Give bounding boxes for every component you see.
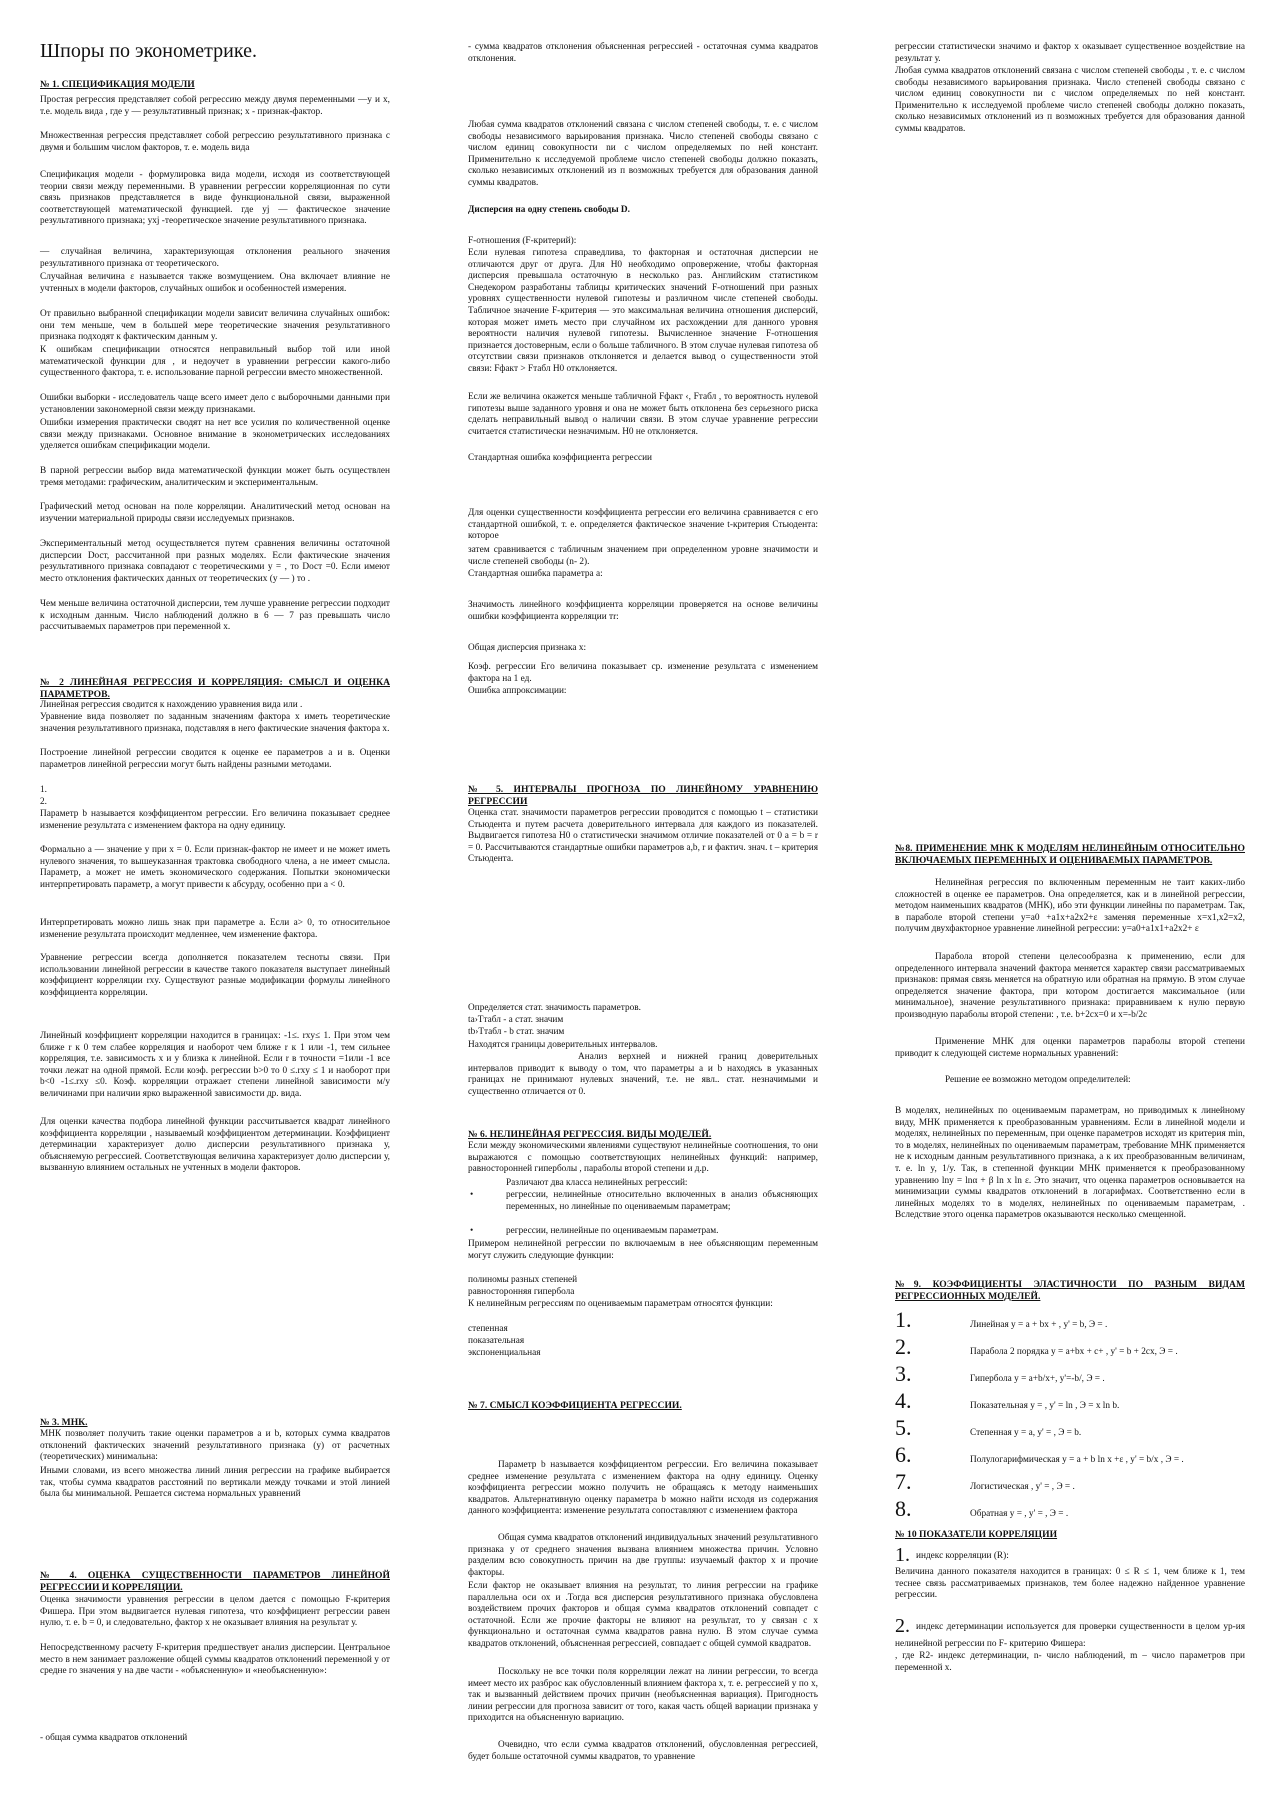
list-number: 4. [895,1388,912,1413]
paragraph: Анализ верхней и нижней границ доверительных интервалов приводит к выводу о том, что параметры a и b находясь в указанных границах не принимают нулевых значений, т.е. не явл.. стат. незначимыми и существенно отличается от 0. [468,1052,818,1097]
paragraph: затем сравнивается с табличным значением при определенном уровне значимости и числе степеней свободы (n- 2). [468,545,818,567]
list-item [895,1306,1245,1333]
list-item [895,1387,1245,1414]
paragraph: МНК позволяет получить такие оценки параметров а и b, которых сумма квадратов отклонений фактических значений результативного признака (у) от расчетных (теоретических) минимальна: [40,1429,390,1463]
paragraph: Любая сумма квадратов отклонений связана с числом степеней свободы , т. е. с числом свободы независимого варьирования признака. Число степеней свободы связано с числом единиц совокупности nи с числом определяемых по ней констант. Применительно к исследуемой проблеме число степеней свободы должно показать, сколько независимых отклонений из п возможных требуется для образования данной суммы квадратов. [895,66,1245,135]
paragraph: Формально а — значение у при х = 0. Если признак-фактор не имеет и не может иметь нулевого значения, то вышеуказанная трактовка свободного члена, а не имеет смысла. Параметр, а может не иметь экономического содержания. Попытки экономически интерпретировать параметр, а могут привести к абсурду, особенно при а < 0. [40,845,390,890]
list-number: 2. [895,1334,912,1359]
list-text: Полулогарифмическая y = a + b ln x +ε , y' = b/x , Э = . [970,1455,1184,1465]
paragraph: В моделях, нелинейных по оцениваемым параметрам, но приводимых к линейному виду, МНК применяется к преобразованным уравнениям. Если в линейной модели и моделях, нелинейных по переменным, при оценке параметров исходят из критерия min, то в моделях, нелинейных по оцениваемым параметрам, требование МНК применяется не к исходным данным результативного признака, а к их преобразованным величинам, т. е. ln y, 1/y. Так, в степенной функции МНК применяется к преобразованному уравнению lny = lnα + β ln x ln ε. Это значит, что оценка параметров основывается на минимизации суммы квадратов отклонений в логарифмах. Соответственно если в линейных моделях то в моделях, нелинейных по оцениваемым параметрам, . Вследствие этого оценка параметров оказываются несколько смещенной. [895,1106,1245,1221]
list-item [895,1414,1245,1441]
list-text: Логистическая , y' = , Э = . [970,1482,1075,1492]
paragraph: Ошибки измерения практически сводят на нет все усилия по количественной оценке связи между признаками. Основное внимание в эконометрических исследованиях уделяется ошибкам спецификации модели. [40,418,390,452]
paragraph: регрессии статистически значимо и фактор х оказывает существенное воздействие на результат у. [895,42,1245,64]
paragraph: - общая сумма квадратов отклонений [40,1733,188,1743]
section-5-heading: № 5. ИНТЕРВАЛЫ ПРОГНОЗА ПО ЛИНЕЙНОМУ УРАВНЕНИЮ РЕГРЕССИИ [468,784,818,807]
list-number: 8. [895,1496,912,1521]
paragraph: Коэф. регрессии Его величина показывает ср. изменение результата с изменением фактора на 1 ед. [468,662,818,684]
list-text: Степенная y = a, y' = , Э = b. [970,1428,1082,1438]
paragraph: Примером нелинейной регрессии по включаемым в нее объясняющим переменным могут служить следующие функции: [468,1239,818,1261]
page-title: Шпоры по эконометрике. [40,40,257,62]
list-item [895,1495,1245,1522]
paragraph: Стандартная ошибка коэффициента регрессии [468,453,653,463]
list-item: экспоненциальная [468,1348,541,1358]
paragraph [895,1543,1245,1568]
list-text: Гипербола y = a+b/x+, y'=-b/, Э = . [970,1374,1105,1384]
paragraph: Чем меньше величина остаточной дисперсии, тем лучше уравнение регрессии подходит к исходным данным. Число наблюдений должно в 6 — 7 раз превышать число рассчитываемых параметров при переменной x. [40,599,390,633]
paragraph: tb›Tтабл - b стат. значим [468,1027,565,1037]
paragraph: Для оценки качества подбора линейной функции рассчитывается квадрат линейного коэффициента корреляции , называемый коэффициентом детерминации. Коэффициент детерминации характеризует долю дисперсии результативного признака у, объясняемую регрессией. Соответствующая величина характеризует долю дисперсии у, вызванную влиянием остальных не учтенных в модели факторов. [40,1117,390,1174]
paragraph: Находятся границы доверительных интервалов. [468,1040,658,1050]
list-item [895,1468,1245,1495]
list-item [895,1360,1245,1387]
paragraph: К ошибкам спецификации относятся неправильный выбор той или иной математической функции для , и недоучет в уравнении регрессии какого-либо существенного фактора, т. е. использование парной регрессии вместо множественной. [40,345,390,379]
paragraph: Непосредственному расчету F-критерия предшествует анализ дисперсии. Центральное место в нем занимает разложение общей суммы квадратов отклонений переменной у от средне го значения у на две части - «объясненную» и «необъясненную»: [40,1643,390,1677]
list-number: 2. [40,797,47,807]
list-number: 2. [895,1615,910,1637]
list-number: 1. [895,1544,910,1566]
paragraph: Спецификация модели - формулировка вида модели, исходя из соответствующей теории связи между переменными. В уравнении регрессии корреляционная по сути связь признаков представляется в виде функциональной связи, выраженной соответствующей математической функцией. где yj — фактическое значение результативного признака; yxj -теоретическое значение результативного признака. [40,170,390,227]
paragraph: Случайная величина ε называется также возмущением. Она включает влияние не учтенных в модели факторов, случайных ошибок и особенностей измерения. [40,272,390,294]
paragraph: Поскольку не все точки поля корреляции лежат на линии регрессии, то всегда имеет место их разброс как обусловленный влиянием фактора х, т. е. регрессией у по х, так и вызванный действием прочих причин (необъясненная вариация). Пригодность линии регрессии для прогноза зависит от того, какая часть общей вариации признака у приходится на объясненную вариацию. [468,1667,818,1724]
paragraph: Определяется стат. значимость параметров. [468,1003,641,1013]
paragraph: От правильно выбранной спецификации модели зависит величина случайных ошибок: они тем меньше, чем в большей мере теоретические значения результативного признака подходят к фактическим данным y. [40,309,390,343]
paragraph: Параметр b называется коэффициентом регрессии. Его величина показывает среднее изменение результата с изменением фактора на одну единицу. Оценку коэффициента регрессии можно получить не обращаясь к методу наименьших квадратов. Альтернативную оценку параметра b можно найти исходя из содержания данного коэффициента: изменение результата сопоставляют с изменением фактора [468,1460,818,1517]
paragraph: F-отношения (F-критерий): [468,236,577,246]
paragraph [895,1614,1245,1651]
list-text: Обратная y = , y' = , Э = . [970,1509,1069,1519]
list-text: Показательная y = , y' = ln , Э = x ln b. [970,1401,1120,1411]
paragraph: В парной регрессии выбор вида математической функции может быть осуществлен тремя методами: графическим, аналитическим и экспериментальным. [40,466,390,488]
paragraph: Если фактор не оказывает влияния на результат, то линия регрессии на графике параллельна оси ох и .Тогда вся дисперсия результативного признака обусловлена воздействием прочих факторов и общая сумма квадратов отклонений совпадет с остаточной. Если же прочие факторы не влияют на результат, то у связан с х функционально и остаточная сумма квадратов равна нулю. В этом случае сумма квадратов отклонений, объясненная регрессией, совпадает с общей суммой квадратов. [468,1581,818,1650]
list-number: 1. [40,785,47,795]
section-8-heading: №8. ПРИМЕНЕНИЕ МНК К МОДЕЛЯМ НЕЛИНЕЙНЫМ ОТНОСИТЕЛЬНО ВКЛЮЧАЕМЫХ ПЕРЕМЕННЫХ И ОЦЕНИВАЕМЫХ ПАРАМЕТРОВ. [895,843,1245,866]
paragraph-text: индекс корреляции (R): [916,1551,1009,1561]
paragraph: Линейный коэффициент корреляции находится в границах: -1≤. rxy≤ 1. При этом чем ближе r к 0 тем слабее корреляция и наоборот чем ближе r к 1 или -1, тем сильнее корреляция, т.е. зависимость х и у близка к линейной. Если r в точности =1или -1 все точки лежат на одной прямой. Если коэф. регрессии b>0 то 0 ≤.rxy ≤ 1 и наоборот при b<0 -1≤.rxy ≤0. Коэф. корреляции отражает степени линейной зависимости м/у величинами при наличии ярко выраженной зависимости др. вида. [40,1031,390,1100]
section-2-heading: № 2 ЛИНЕЙНАЯ РЕГРЕССИЯ И КОРРЕЛЯЦИЯ: СМЫСЛ И ОЦЕНКА ПАРАМЕТРОВ. [40,677,390,700]
list-item [895,1441,1245,1468]
paragraph: Любая сумма квадратов отклонений связана с числом степеней свободы, т. е. с числом свободы независимого варьирования признака. Число степеней свободы связано с числом единиц совокупности nи с числом определяемых по ней констант. Применительно к исследуемой проблеме число степеней свободы должно показать, сколько независимых отклонений из п возможных требуется для образования данной суммы квадратов. [468,120,818,189]
list-text: Линейная y = a + bx + , y' = b, Э = . [970,1320,1108,1330]
paragraph: Решение ее возможно методом определителей: [945,1075,1131,1085]
paragraph: Ошибки выборки - исследователь чаще всего имеет дело с выборочными данными при установлении закономерной связи между признаками. [40,393,390,415]
paragraph: Стандартная ошибка параметра а: [468,569,603,579]
list-number: 5. [895,1415,912,1440]
paragraph: Оценка стат. значимости параметров регрессии проводится с помощью t – статистики Стьюдента и путем расчета доверительного интервала для каждого из показателей. Выдвигается гипотеза Н0 о статистически значимом отличие показателей от 0 a = b = r = 0. Рассчитываются стандартные ошибки параметров а,b, r и фактич. знач. t – критерия Стьюдента. [468,808,818,865]
paragraph: Значимость линейного коэффициента корреляции проверяется на основе величины ошибки коэффициента корреляции тr: [468,600,818,622]
paragraph: Параметр b называется коэффициентом регрессии. Его величина показывает среднее изменение результата с изменением фактора на одну единицу. [40,809,390,831]
paragraph: - сумма квадратов отклонения объясненная регрессией - остаточная сумма квадратов отклонения. [468,42,818,64]
paragraph: Если же величина окажется меньше табличной Fфакт ‹, Fтабл , то вероятность нулевой гипотезы выше заданного уровня и она не может быть отклонена без серьезного риска сделать неправильный вывод о наличии связи. В этом случае уравнение регрессии считается статистически незначимым. Н0 не отклоняется. [468,392,818,437]
list-item [895,1333,1245,1360]
list-number: 1. [895,1307,912,1332]
paragraph: Простая регрессия представляет собой регрессию между двумя переменными —y и x, т.е. модель вида , где у — результативный признак; x - признак-фактор. [40,95,390,117]
paragraph: Если между экономическими явлениями существуют нелинейные соотношения, то они выражаются с помощью соответствующих нелинейных функций: например, равносторонней гиперболы , параболы второй степени и д.р. [468,1141,818,1175]
paragraph: Построение линейной регрессии сводится к оценке ее параметров а и в. Оценки параметров линейной регрессии могут быть найдены разными методами. [40,748,390,770]
section-10-heading: № 10 ПОКАЗАТЕЛИ КОРРЕЛЯЦИИ [895,1529,1058,1540]
paragraph: Очевидно, что если сумма квадратов отклонений, обусловленная регрессией, будет больше остаточной суммы квадратов, то уравнение [468,1740,818,1762]
list-item: равносторонняя гипербола [468,1287,575,1297]
list-item: • регрессии, нелинейные по оцениваемым параметрам. [468,1226,818,1238]
paragraph: Применение МНК для оценки параметров параболы второй степени приводит к следующей системе нормальных уравнений: [895,1037,1245,1059]
section-4-heading: № 4. ОЦЕНКА СУЩЕСТВЕННОСТИ ПАРАМЕТРОВ ЛИНЕЙНОЙ РЕГРЕССИИ И КОРРЕЛЯЦИИ. [40,1570,390,1593]
paragraph: Дисперсия на одну степень свободы D. [468,205,630,215]
paragraph: Уравнение регрессии всегда дополняется показателем тесноты связи. При использовании линейной регрессии в качестве такого показателя выступает линейный коэффициент корреляции rxy. Существуют разные модификации формулы линейного коэффициента корреляции. [40,953,390,998]
list-item: степенная [468,1324,508,1334]
paragraph: Уравнение вида позволяет по заданным значениям фактора x иметь теоретические значения результативного признака, подставляя в него фактические значения фактора x. [40,712,390,734]
list-item: показательная [468,1336,525,1346]
paragraph: Иными словами, из всего множества линий линия регрессии на графике выбирается так, чтобы сумма квадратов расстояний по вертикали между точками и этой линией была бы минимальной. Решается система нормальных уравнений [40,1466,390,1500]
paragraph: Линейная регрессия сводится к нахождению уравнения вида или . [40,700,303,710]
paragraph: Если нулевая гипотеза справедлива, то факторная и остаточная дисперсии не отличаются друг от друга. Для Н0 необходимо опровержение, чтобы факторная дисперсия превышала остаточную в несколько раз. Английским статистиком Снедекором разработаны таблицы критических значений F-отношений при разных уровнях существенности нулевой гипотезы и различном числе степеней свободы. Табличное значение F-критерия — это максимальная величина отношения дисперсий, которая может иметь место при случайном их расхождении для данного уровня вероятности наличия нулевой гипотезы. Вычисленное значение F-отношения признается достоверным, если о больше табличного. В этом случае нулевая гипотеза об отсутствии связи признаков отклоняется и делается вывод о существенности этой связи: Fфакт > Fтабл Н0 отклоняется. [468,248,818,375]
paragraph: , где R2- индекс детерминации, n- число наблюдений, m – число параметров при переменной х. [895,1651,1245,1673]
section-9-heading: №9. КОЭФФИЦИЕНТЫ ЭЛАСТИЧНОСТИ ПО РАЗНЫМ ВИДАМ РЕГРЕССИОННЫХ МОДЕЛЕЙ. [895,1279,1245,1302]
list-number: 6. [895,1442,912,1467]
section-1-heading: № 1. СПЕЦИФИКАЦИЯ МОДЕЛИ [40,79,195,90]
paragraph: Парабола второй степени целесообразна к применению, если для определенного интервала значений фактора меняется характер связи рассматриваемых признаков: прямая связь меняется на обратную или обратная на прямую. В этом случае определяется значение фактора, при котором достигается максимальное (или минимальное), значение результативного признака: приравниваем к нулю первую производную параболы второй степени: , т.е. b+2cx=0 и x=-b/2c [895,952,1245,1021]
paragraph: Ошибка аппроксимации: [468,686,567,696]
section-6-heading: № 6. НЕЛИНЕЙНАЯ РЕГРЕССИЯ. ВИДЫ МОДЕЛЕЙ. [468,1129,712,1140]
paragraph: Графический метод основан на поле корреляции. Аналитический метод основан на изучении материальной природы связи исследуемых признаков. [40,502,390,524]
list-item: полиномы разных степеней [468,1275,578,1285]
paragraph: Различают два класса нелинейных регрессий: [506,1178,688,1188]
paragraph: ta›Tтабл - a стат. значим [468,1015,564,1025]
paragraph: Для оценки существенности коэффициента регрессии его величина сравнивается с его стандартной ошибкой, т. е. определяется фактическое значение t-критерия Стьюдента: которое [468,508,818,542]
paragraph: Экспериментальный метод осуществляется путем сравнения величины остаточной дисперсии Dост, рассчитанной при разных моделях. Если фактические значения результативного признака совпадают с теоретическими y = , то Dост =0. Если имеют место отклонения фактических данных от теоретических (y — ) то . [40,539,390,584]
paragraph: Общая сумма квадратов отклонений индивидуальных значений результативного признака у от среднего значения вызвана влиянием множества причин. Условно разделим всю совокупность причин на две группы: изучаемый фактор х и прочие факторы. [468,1533,818,1578]
paragraph: Общая дисперсия признака х: [468,643,587,653]
section-3-heading: № 3. МНК. [40,1417,88,1428]
list-number: 3. [895,1361,912,1386]
list-item: • регрессии, нелинейные относительно включенных в анализ объясняющих переменных, но линейные по оцениваемым параметрам; [468,1190,818,1213]
paragraph: Оценка значимости уравнения регрессии в целом дается с помощью F-критерия Фишера. При этом выдвигается нулевая гипотеза, что коэффициент регрессии равен нулю, т. е. b = 0, и следовательно, фактор х не оказывает влияния на результат у. [40,1595,390,1629]
paragraph: Нелинейная регрессия по включенным переменным не таит каких-либо сложностей в оценке ее параметров. Она определяется, как и в линейной регрессии, методом наименьших квадратов (МНК), ибо эти функции линейны по параметрам. Так, в параболе второй степени y=a0 +a1x+a2x2+ε заменяя переменные x=x1,x2=x2, получим двухфакторное уравнение линейной регрессии: у=а0+а1х1+а2х2+ ε [895,878,1245,935]
paragraph: Величина данного показателя находится в границах: 0 ≤ R ≤ 1, чем ближе к 1, тем теснее связь рассматриваемых признаков, тем более надежно найденное уравнение регрессии. [895,1567,1245,1601]
paragraph: Множественная регрессия представляет собой регрессию результативного признака с двумя и большим числом факторов, т. е. модель вида [40,131,390,153]
paragraph: — случайная величина, характеризующая отклонения реального значения результативного признака от теоретического. [40,247,390,269]
elasticity-list [895,1306,1245,1522]
paragraph: К нелинейным регрессиям по оцениваемым параметрам относятся функции: [468,1299,773,1309]
paragraph-text: индекс детерминации используется для проверки существенности в целом ур-ия нелинейной регрессии по F- критерию Фишера: [895,1622,1245,1649]
paragraph: Интерпретировать можно лишь знак при параметре а. Если а> 0, то относительное изменение результата происходит медленнее, чем изменение фактора. [40,918,390,940]
list-text: Парабола 2 порядка y = a+bx + c+ , y' = b + 2cx, Э = . [970,1347,1178,1357]
list-number: 7. [895,1469,912,1494]
section-7-heading: № 7. СМЫСЛ КОЭФФИЦИЕНТА РЕГРЕССИИ. [468,1400,682,1411]
